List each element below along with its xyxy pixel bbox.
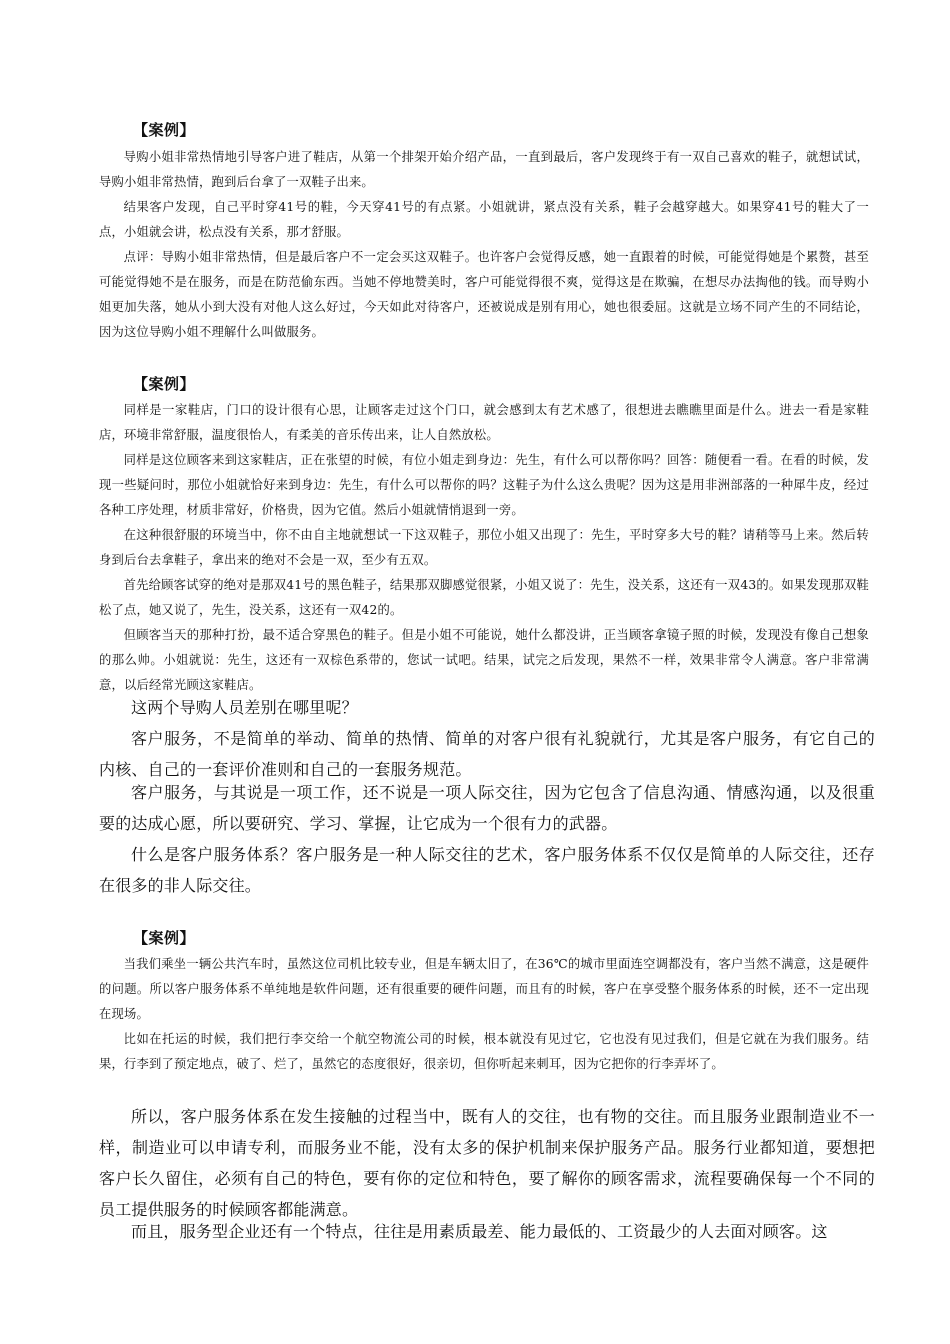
case-2-paragraph-1: 同样是一家鞋店，门口的设计很有心思，让顾客走过这个门口，就会感到太有艺术感了，很想进去瞧瞧里面是什么。进去一看是家鞋店，环境非常舒服，温度很怡人，有柔美的音乐传出来，让人自然放松。	[99, 403, 869, 442]
case-1-review: 点评：导购小姐非常热情，但是最后客户不一定会买这双鞋子。也许客户会觉得反感，她一直跟着的时候，可能觉得她是个累赘，甚至可能觉得她不是在服务，而是在防范偷东西。当她不停地赞美时，客户可能觉得很不爽，觉得这是在欺骗，在想尽办法掏他的钱。而导购小姐更加失落，她从小到大没有对他人这么好过，今天如此对待客户，还被说成是别有用心，她也很委屈。这就是立场不同产生的不同结论，因为这位导购小姐不理解什么叫做服务。	[99, 250, 869, 339]
case-2-paragraph-5: 但顾客当天的那种打扮，最不适合穿黑色的鞋子。但是小姐不可能说，她什么都没讲，正当顾客拿镜子照的时候，发现没有像自己想象的那么帅。小姐就说：先生，这还有一双棕色系带的，您试一试吧。结果，试完之后发现，果然不一样，效果非常令人满意。客户非常满意，以后经常光顾这家鞋店。	[99, 628, 869, 692]
case-1-paragraph-1: 导购小姐非常热情地引导客户进了鞋店，从第一个排架开始介绍产品，一直到最后，客户发现终于有一双自己喜欢的鞋子，就想试试，导购小姐非常热情，跑到后台拿了一双鞋子出来。	[99, 150, 869, 189]
closing-paragraph-2: 而且，服务型企业还有一个特点，往往是用素质最差、能力最低的、工资最少的人去面对顾客。这	[131, 1222, 828, 1241]
closing-paragraph-1: 所以，客户服务体系在发生接触的过程当中，既有人的交往，也有物的交往。而且服务业跟制造业不一样，制造业可以申请专利，而服务业不能，没有太多的保护机制来保护服务产品。服务行业都知道，要想把客户长久留住，必须有自己的特色，要有你的定位和特色，要了解你的顾客需求，流程要确保每一个不同的员工提供服务的时候顾客都能满意。	[99, 1107, 875, 1219]
case-heading-2: 【案例】	[133, 375, 196, 393]
case-3-paragraph-1: 当我们乘坐一辆公共汽车时，虽然这位司机比较专业，但是车辆太旧了，在36℃的城市里面连空调都没有，客户当然不满意，这是硬件的问题。所以客户服务体系不单纯地是软件问题，还有很重要的硬件问题，而且有的时候，客户在享受整个服务体系的时候，还不一定出现在现场。	[99, 957, 869, 1021]
case-1-paragraph-2: 结果客户发现，自己平时穿41号的鞋，今天穿41号的有点紧。小姐就讲，紧点没有关系，鞋子会越穿越大。如果穿41号的鞋大了一点，小姐就会讲，松点没有关系，那才舒服。	[99, 200, 869, 239]
case-heading-1: 【案例】	[133, 121, 196, 139]
case-2-paragraph-4: 首先给顾客试穿的绝对是那双41号的黑色鞋子，结果那双脚感觉很紧，小姐又说了：先生，没关系，这还有一双43的。如果发现那双鞋松了点，她又说了，先生，没关系，这还有一双42的。	[99, 578, 869, 617]
case-3-paragraph-2: 比如在托运的时候，我们把行李交给一个航空物流公司的时候，根本就没有见过它，它也没有见过我们，但是它就在为我们服务。结果，行李到了预定地点，破了、烂了，虽然它的态度很好，很亲切，但你听起来刺耳，因为它把你的行李弄坏了。	[99, 1032, 869, 1071]
service-paragraph-2: 客户服务，与其说是一项工作，还不说是一项人际交往，因为它包含了信息沟通、情感沟通，以及很重要的达成心愿，所以要研究、学习、掌握，让它成为一个很有力的武器。	[99, 783, 875, 833]
case-heading-3: 【案例】	[133, 929, 196, 947]
service-paragraph-3: 什么是客户服务体系？客户服务是一种人际交往的艺术，客户服务体系不仅仅是简单的人际交往，还存在很多的非人际交往。	[99, 845, 875, 895]
question-paragraph: 这两个导购人员差别在哪里呢？	[131, 698, 358, 717]
service-paragraph-1: 客户服务，不是简单的举动、简单的热情、简单的对客户很有礼貌就行，尤其是客户服务，有它自己的内核、自己的一套评价准则和自己的一套服务规范。	[99, 729, 875, 779]
case-2-paragraph-3: 在这种很舒服的环境当中，你不由自主地就想试一下这双鞋子，那位小姐又出现了：先生，平时穿多大号的鞋？请稍等马上来。然后转身到后台去拿鞋子，拿出来的绝对不会是一双，至少有五双。	[99, 528, 869, 567]
case-2-paragraph-2: 同样是这位顾客来到这家鞋店，正在张望的时候，有位小姐走到身边：先生，有什么可以帮你吗？回答：随便看一看。在看的时候，发现一些疑问时，那位小姐就恰好来到身边：先生，有什么可以帮你的吗？这鞋子为什么这么贵呢？因为这是用非洲部落的一种犀牛皮，经过各种工序处理，材质非常好，价格贵，因为它值。然后小姐就情悄退到一旁。	[99, 453, 869, 517]
